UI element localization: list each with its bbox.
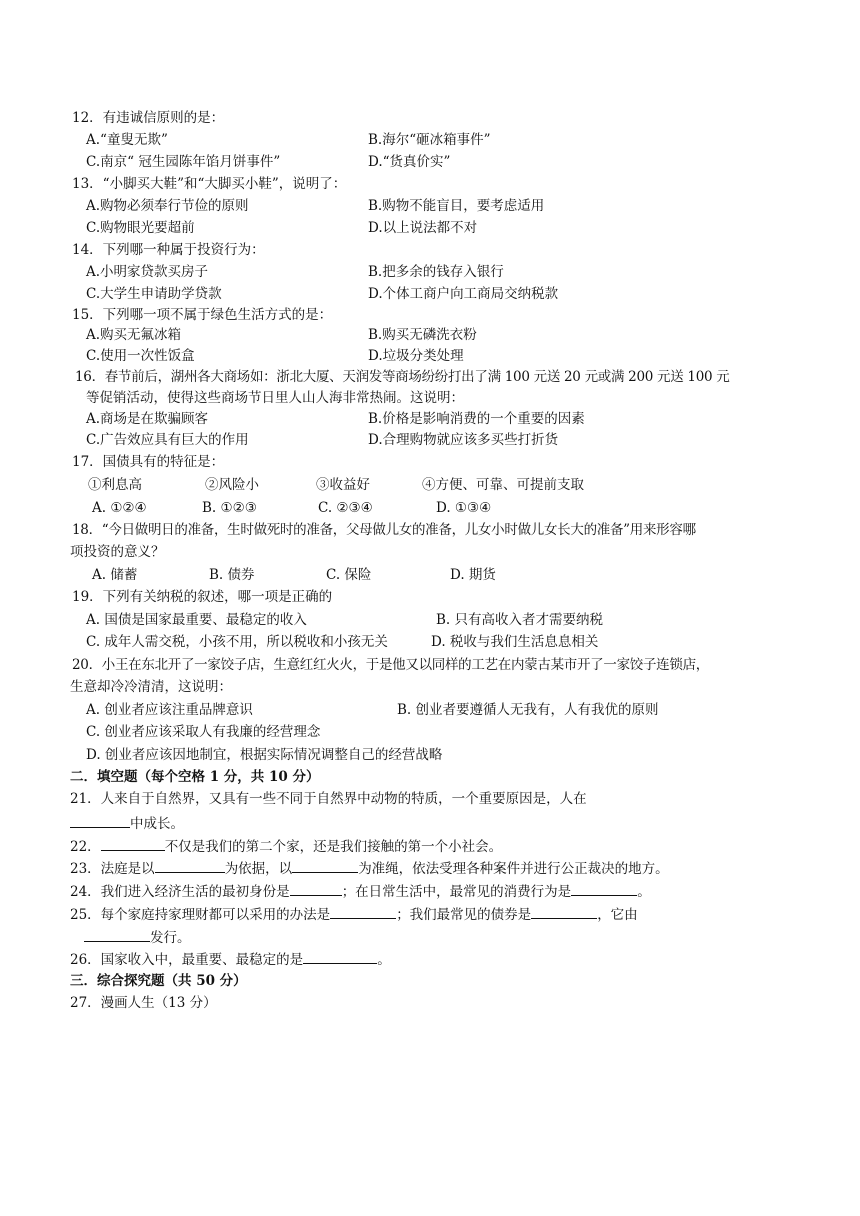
question-25-text-1: 25．每个家庭持家理财都可以采用的办法是 [70,907,331,923]
question-12-option-b: B.海尔“砸冰箱事件” [368,132,491,148]
question-17-stem: 17．国债具有的特征是： [72,454,225,470]
question-23 [70,858,669,878]
question-25-text-4: 发行。 [150,930,191,946]
question-16-option-b: B.价格是影响消费的一个重要的因素 [368,411,585,427]
question-27-heading: 27．漫画人生（13 分） [70,995,217,1011]
answer-blank[interactable] [531,904,597,919]
question-17-option-c: C. ②③④ [318,500,373,516]
answer-blank[interactable] [330,904,396,919]
question-16-option-d: D.合理购物就应该多买些打折货 [368,432,559,448]
question-21-line1: 21．人来自于自然界，又具有一些不同于自然界中动物的特质，一个重要原因是，人在 [70,791,587,807]
answer-blank[interactable] [571,881,637,896]
question-14-stem: 14．下列哪一种属于投资行为： [72,242,265,258]
question-22 [70,836,502,856]
question-15-option-c: C.使用一次性饭盒 [86,348,195,364]
section-2-heading: 二．填空题（每个空格 1 分，共 10 分） [70,769,320,785]
question-16-stem-line1: 16．春节前后，湖州各大商场如：浙北大厦、天润发等商场纷纷打出了满 100 元送 20 元或满 200 元送 100 元 [75,369,730,385]
section-3-heading: 三．综合探究题（共 50 分） [70,973,247,989]
answer-blank[interactable] [292,858,358,873]
question-23-text-2: 为依据，以 [224,861,293,877]
question-18-option-d: D. 期货 [450,567,496,583]
question-19-option-c: C. 成年人需交税，小孩不用，所以税收和小孩无关 [86,634,388,650]
question-22-number: 22． [70,839,101,855]
question-12-stem: 12．有违诚信原则的是： [72,110,225,126]
question-25-line2 [84,927,191,947]
question-13-stem: 13．“小脚买大鞋”和“大脚买小鞋”，说明了： [72,176,347,192]
question-13-option-c: C.购物眼光要超前 [86,220,195,236]
answer-blank[interactable] [70,813,130,828]
question-21-text: 中成长。 [130,816,184,832]
question-13-option-d: D.以上说法都不对 [368,220,478,236]
question-25-text-3: ，它由 [597,907,638,923]
question-18-stem-line2: 项投资的意义？ [70,544,165,560]
question-13-option-b: B.购物不能盲目，要考虑适用 [368,198,545,214]
question-26-text-2: 。 [377,952,391,968]
question-14-option-d: D.个体工商户向工商局交纳税款 [368,286,559,302]
question-25-text-2: ；我们最常见的债券是 [396,907,532,923]
question-14-option-c: C.大学生申请助学贷款 [86,286,222,302]
question-17-item-1: ①利息高 [88,477,142,493]
question-26-text-1: 26．国家收入中，最重要、最稳定的是 [70,952,304,968]
question-15-option-b: B.购买无磷洗衣粉 [368,327,477,343]
question-22-text: 不仅是我们的第二个家，还是我们接触的第一个小社会。 [164,839,503,855]
question-16-stem-line2: 等促销活动，使得这些商场节日里人山人海非常热闹。这说明： [86,390,464,406]
question-18-option-b: B. 债券 [209,567,255,583]
question-15-stem: 15．下列哪一项不属于绿色生活方式的是： [72,307,333,323]
question-20-option-a: A. 创业者应该注重品牌意识 [86,702,253,718]
question-18-option-c: C. 保险 [326,567,372,583]
question-17-option-a: A. ①②④ [92,500,147,516]
question-13-option-a: A.购物必须奉行节俭的原则 [86,198,249,214]
question-17-item-4: ④方便、可靠、可提前支取 [422,477,584,493]
question-21-line2 [70,813,184,833]
question-12-option-d: D.“货真价实” [368,154,451,170]
question-16-option-a: A.商场是在欺骗顾客 [86,411,209,427]
answer-blank[interactable] [155,858,225,873]
question-17-option-d: D. ①③④ [436,500,492,516]
question-14-option-a: A.小明家贷款买房子 [86,264,209,280]
answer-blank[interactable] [84,927,150,942]
question-19-option-a: A. 国债是国家最重要、最稳定的收入 [86,612,307,628]
question-24-text-2: ；在日常生活中，最常见的消费行为是 [341,884,572,900]
question-17-option-b: B. ①②③ [202,500,257,516]
question-12-option-a: A.“童叟无欺” [86,132,168,148]
question-17-item-3: ③收益好 [316,477,370,493]
question-12-option-c: C.南京“ 冠生园陈年馅月饼事件” [86,154,281,170]
question-20-stem-line1: 20．小王在东北开了一家饺子店，生意红红火火，于是他又以同样的工艺在内蒙古某市开了一家饺子连锁店， [72,657,709,673]
question-19-stem: 19．下列有关纳税的叙述，哪一项是正确的 [72,589,333,605]
question-26 [70,949,391,969]
question-20-option-c: C. 创业者应该采取人有我廉的经营理念 [86,724,321,740]
answer-blank[interactable] [101,836,165,851]
question-20-stem-line2: 生意却冷冷清清，这说明： [70,679,232,695]
question-17-item-2: ②风险小 [205,477,259,493]
answer-blank[interactable] [303,949,377,964]
question-23-text-3: 为准绳，依法受理各种案件并进行公正裁决的地方。 [358,861,669,877]
question-20-option-d: D. 创业者应该因地制宜，根据实际情况调整自己的经营战略 [86,747,443,763]
question-24 [70,881,651,901]
question-14-option-b: B.把多余的钱存入银行 [368,264,504,280]
answer-blank[interactable] [290,881,342,896]
question-24-text-1: 24．我们进入经济生活的最初身份是 [70,884,290,900]
question-23-text-1: 23．法庭是以 [70,861,155,877]
question-19-option-b: B. 只有高收入者才需要纳税 [436,612,604,628]
question-19-option-d: D. 税收与我们生活息息相关 [431,634,599,650]
question-16-option-c: C.广告效应具有巨大的作用 [86,432,249,448]
question-18-option-a: A. 储蓄 [92,567,138,583]
question-25-line1 [70,904,638,924]
question-18-stem-line1: 18．“今日做明日的准备，生时做死时的准备，父母做儿女的准备，儿女小时做儿女长大的准备”用来形容哪 [72,522,696,538]
question-15-option-a: A.购买无氟冰箱 [86,327,182,343]
question-20-option-b: B. 创业者要遵循人无我有，人有我优的原则 [397,702,659,718]
question-24-text-3: 。 [637,884,651,900]
question-15-option-d: D.垃圾分类处理 [368,348,464,364]
